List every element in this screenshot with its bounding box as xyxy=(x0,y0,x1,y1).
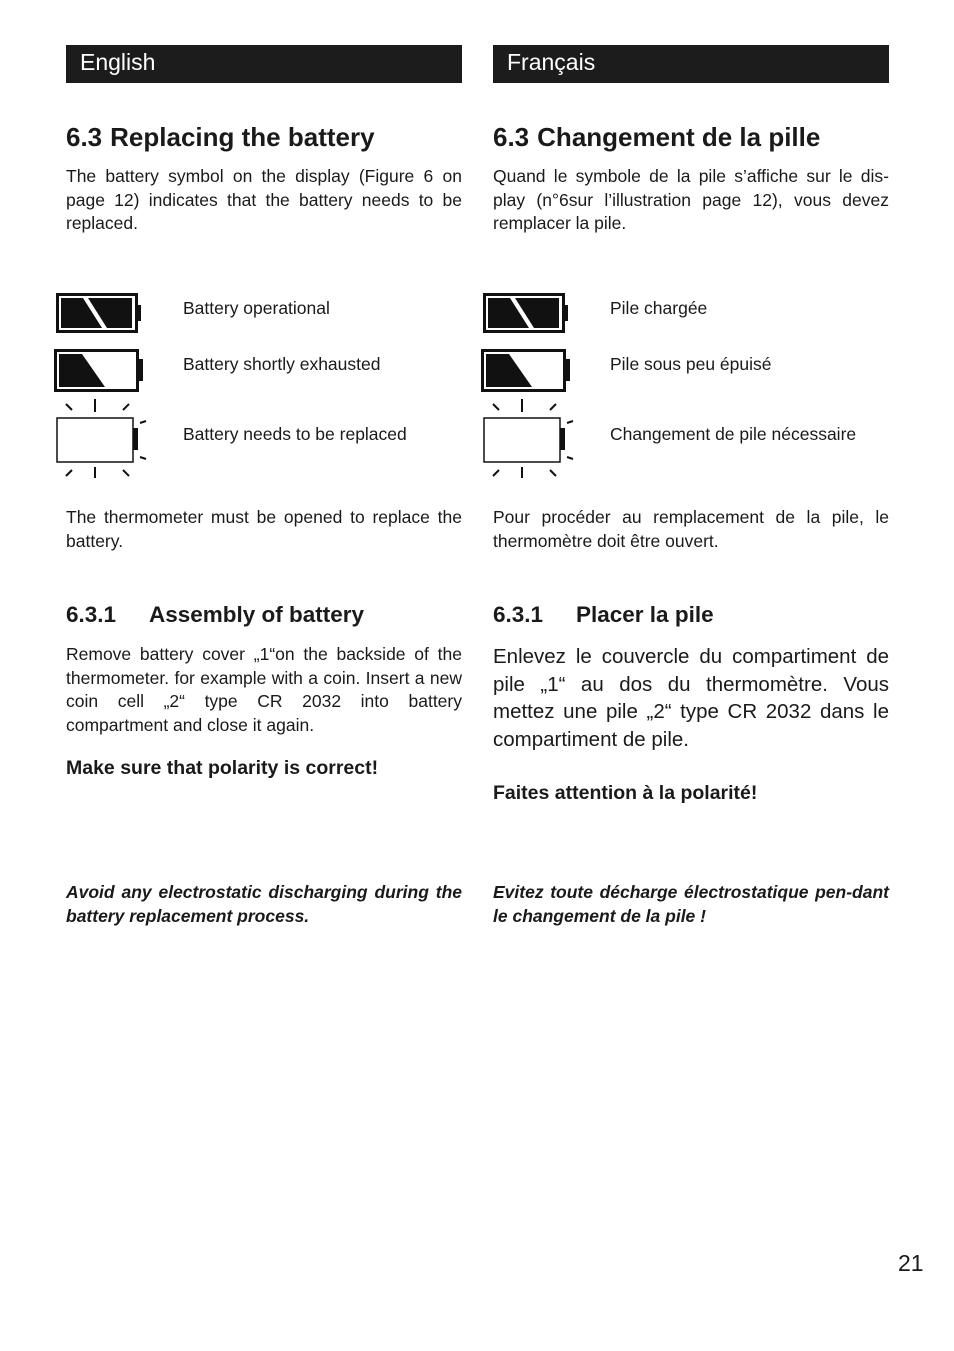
battery-label: Pile sous peu épuisé xyxy=(610,354,772,374)
assembly-paragraph: Enlevez le couvercle du compartiment de pile „1“ au dos du thermomètre. Vous mettez une pile „2“ type CR 2032 dans le compartiment de pile. xyxy=(493,645,889,751)
esd-warning: Avoid any electrostatic discharging during the battery replacement process. xyxy=(66,882,462,926)
battery-state-empty xyxy=(479,398,899,458)
battery-full-icon xyxy=(479,292,579,342)
battery-empty-blinking-icon xyxy=(479,398,589,478)
battery-full-icon xyxy=(52,292,152,342)
battery-label: Battery needs to be replaced xyxy=(183,424,407,444)
battery-state-empty xyxy=(52,398,472,458)
battery-label: Battery operational xyxy=(183,298,330,318)
subsection-heading xyxy=(493,602,714,628)
section-number: 6.3 xyxy=(66,122,103,152)
polarity-note: Faites attention à la polarité! xyxy=(493,782,758,804)
section-number: 6.3 xyxy=(493,122,530,152)
subsection-title: Placer la pile xyxy=(576,602,714,627)
subsection-heading xyxy=(66,602,364,628)
battery-low-icon xyxy=(52,348,152,398)
subsection-number: 6.3.1 xyxy=(493,602,544,627)
polarity-note: Make sure that polarity is correct! xyxy=(66,757,379,779)
battery-label: Changement de pile nécessaire xyxy=(610,424,857,444)
language-header-french: Français xyxy=(493,45,889,83)
assembly-paragraph: Remove battery cover „1“on the backside of the thermometer. for example with a coin. Insert a new coin cell „2“ type CR 2032 into battery compartment and close it again. xyxy=(66,644,462,735)
french-column xyxy=(493,45,889,926)
english-column xyxy=(66,45,462,926)
battery-low-icon xyxy=(479,348,579,398)
opened-note: Pour procéder au remplacement de la pile, le thermomètre doit être ouvert. xyxy=(493,507,889,551)
language-header-english: English xyxy=(66,45,462,83)
battery-state-operational xyxy=(52,292,472,352)
battery-label: Pile chargée xyxy=(610,298,708,318)
section-title: Changement de la pille xyxy=(537,122,821,152)
esd-warning: Evitez toute décharge électrostatique pen-dant le changement de la pile ! xyxy=(493,882,889,926)
opened-note: The thermometer must be opened to replace the battery. xyxy=(66,507,462,551)
section-heading xyxy=(493,122,820,153)
page-number: 21 xyxy=(898,1250,924,1276)
battery-state-operational xyxy=(479,292,899,352)
subsection-title: Assembly of battery xyxy=(149,602,365,627)
intro-paragraph: Quand le symbole de la pile s’affiche sur le dis-play (n°6sur l’illustration page 12), vous devez remplacer la pile. xyxy=(493,166,889,233)
battery-label: Battery shortly exhausted xyxy=(183,354,381,374)
subsection-number: 6.3.1 xyxy=(66,602,117,627)
intro-paragraph: The battery symbol on the display (Figure 6 on page 12) indicates that the battery needs to be replaced. xyxy=(66,166,462,233)
section-heading xyxy=(66,122,375,153)
battery-empty-blinking-icon xyxy=(52,398,162,478)
section-title: Replacing the battery xyxy=(110,122,375,152)
